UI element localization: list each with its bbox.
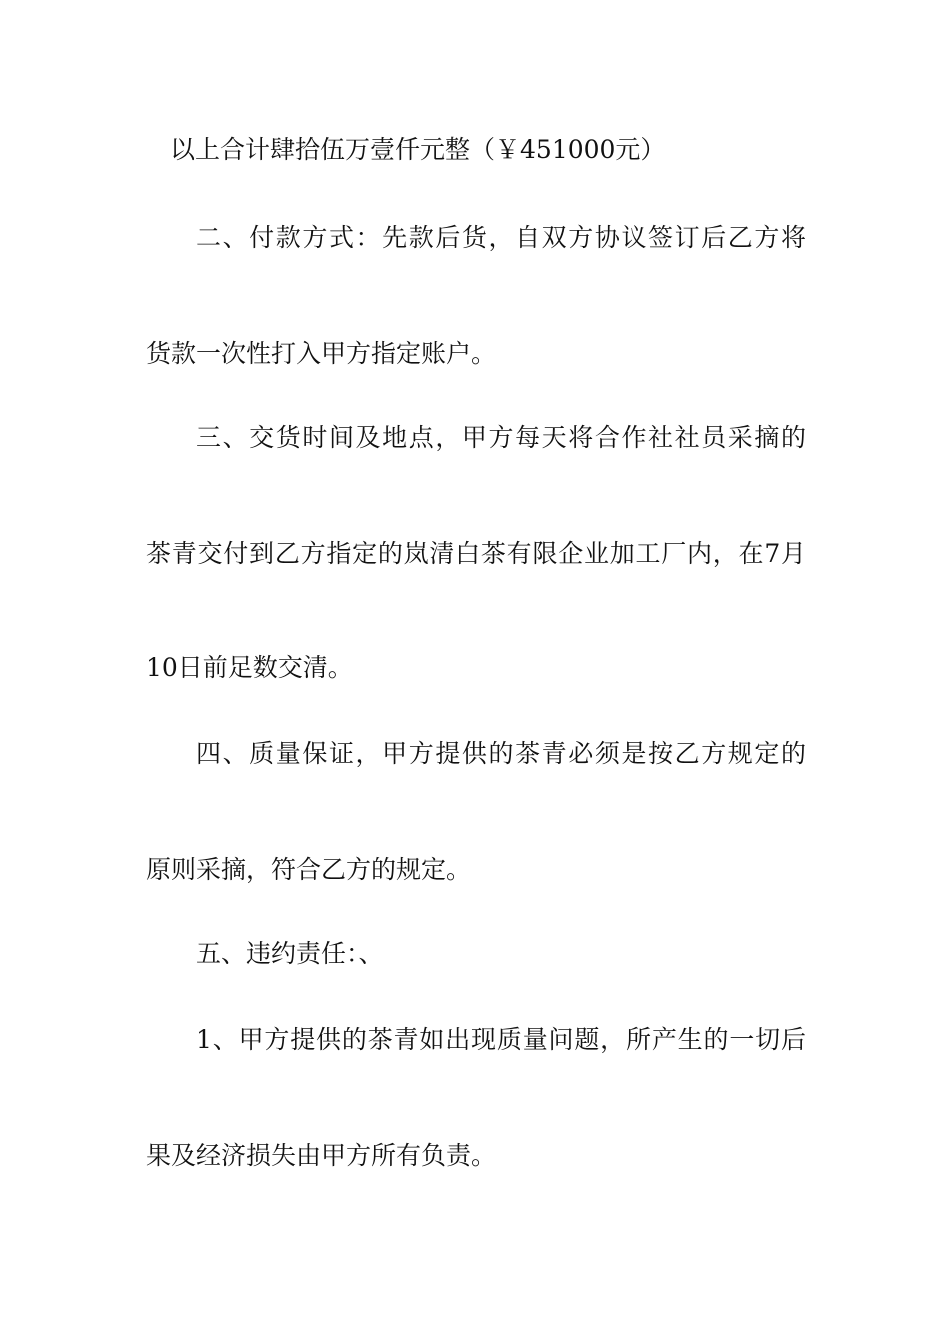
quality-line-2: 原则采摘，符合乙方的规定。	[146, 855, 472, 884]
payment-method-line-1: 二、付款方式：先款后货，自双方协议签订后乙方将	[196, 223, 806, 252]
payment-method-line-2: 货款一次性打入甲方指定账户。	[146, 339, 497, 368]
delivery-line-2: 茶青交付到乙方指定的岚清白茶有限企业加工厂内，在7月	[146, 539, 806, 568]
delivery-line-1: 三、交货时间及地点，甲方每天将合作社社员采摘的	[196, 423, 806, 452]
liability-item-1-line-2: 果及经济损失由甲方所有负责。	[146, 1141, 497, 1170]
liability-heading: 五、违约责任：、	[196, 939, 384, 968]
delivery-line-3: 10日前足数交清。	[146, 653, 353, 682]
quality-line-1: 四、质量保证，甲方提供的茶青必须是按乙方规定的	[196, 739, 806, 768]
total-amount-line: 以上合计肆拾伍万壹仟元整（￥451000元）	[170, 135, 666, 164]
liability-item-1-line-1: 1、甲方提供的茶青如出现质量问题，所产生的一切后	[196, 1025, 806, 1054]
